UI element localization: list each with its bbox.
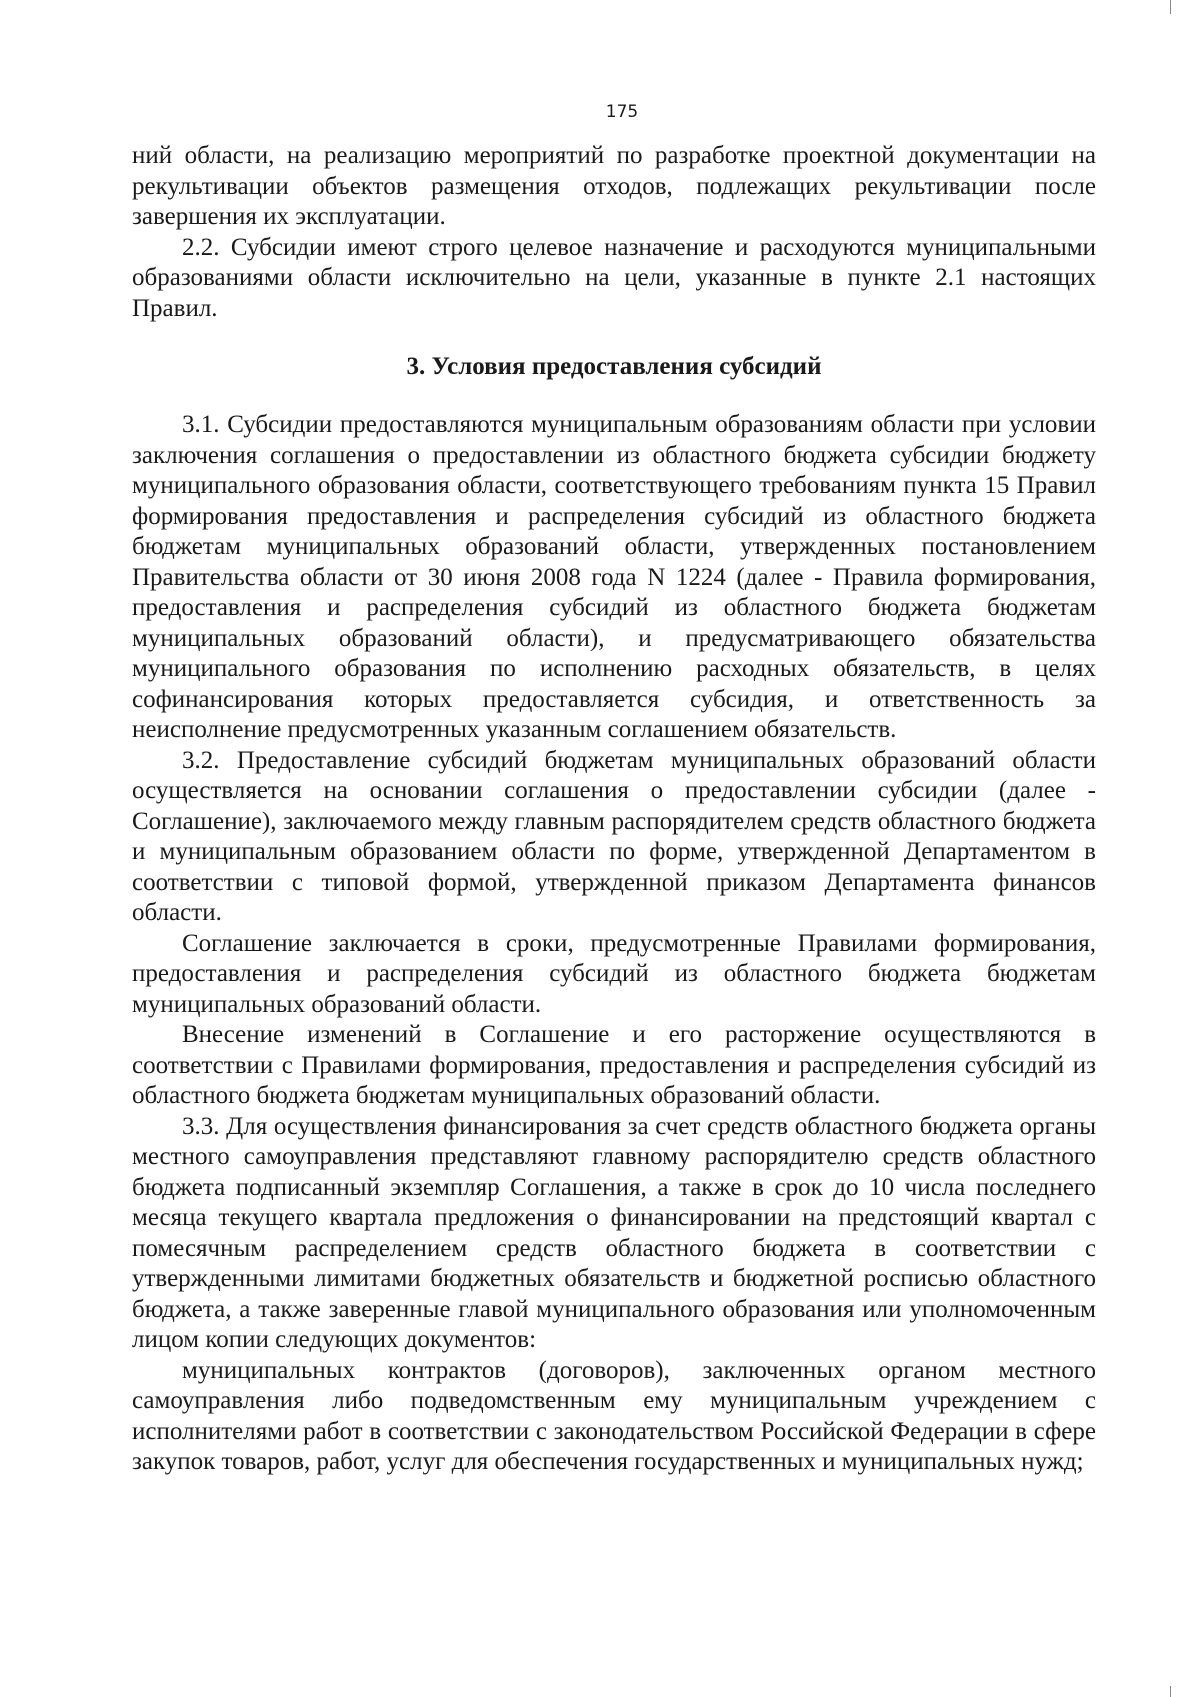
paragraph-contracts: муниципальных контрактов (договоров), заключенных органом местного самоуправления либо подведомственным ему муниципальным учреждением с исполнителями работ в соответствии с законодательством Российской Федерации в сфере закупок товаров, работ, услуг для обеспечения государственных и муниципальных нужд; [132,1356,1096,1475]
paragraph-continuation: ний области, на реализацию мероприятий по разработке проектной документации на рекультивации объектов размещения отходов, подлежащих рекультивации после завершения их эксплуатации. [132,142,1096,230]
paragraph-3-2: 3.2. Предоставление субсидий бюджетам муниципальных образований области осуществляется на основании соглашения о предоставлении субсидии (далее - Соглашение), заключаемого между главным распорядителем средств областного бюджета и муниципальным образованием области по форме, утвержденной Департаментом в соответствии с типовой формой, утвержденной приказом Департамента финансов области. [132,746,1096,926]
page-number: 175 [605,102,639,122]
paragraph-agreement-changes: Внесение изменений в Соглашение и его расторжение осуществляются в соответствии с Правилами формирования, предоставления и распределения субсидий из областного бюджета бюджетам муниципальных образований области. [132,1021,1096,1109]
paragraph-agreement-terms: Соглашение заключается в сроки, предусмотренные Правилами формирования, предоставления и распределения субсидий из областного бюджета бюджетам муниципальных образований области. [132,929,1096,1018]
scan-edge-mark-bottom [1170,1686,1171,1697]
section-heading: 3. Условия предоставления субсидий [406,353,822,380]
scan-edge-mark-top [1170,0,1171,14]
paragraph-3-1: 3.1. Субсидии предоставляются муниципальным образованиям области при условии заключения соглашения о предоставлении из областного бюджета субсидии бюджету муниципального образования области, соответствующего требованиям пункта 15 Правил формирования предоставления и распределения субсидий из областного бюджета бюджетам муниципальных образований области, утвержденных постановлением Правительства области от 30 июня 2008 года N 1224 (далее - Правила формирования, предоставления и распределения субсидий из областного бюджета бюджетам муниципальных образований области), и предусматривающего обязательства муниципального образования по исполнению расходных обязательств, в целях софинансирования которых предоставляется субсидия, и ответственность за неисполнение предусмотренных указанным соглашением обязательств. [132,411,1096,743]
paragraph-2-2: 2.2. Субсидии имеют строго целевое назначение и расходуются муниципальными образованиями области исключительно на цели, указанные в пункте 2.1 настоящих Правил. [132,233,1096,322]
paragraph-3-3: 3.3. Для осуществления финансирования за счет средств областного бюджета органы местного самоуправления представляют главному распорядителю средств областного бюджета подписанный экземпляр Соглашения, а также в срок до 10 числа последнего месяца текущего квартала предложения о финансировании на предстоящий квартал с помесячным распределением средств областного бюджета в соответствии с утвержденными лимитами бюджетных обязательств и бюджетной росписью областного бюджета, а также заверенные главой муниципального образования или уполномоченным лицом копии следующих документов: [132,1112,1096,1353]
document-body [132,141,1096,1478]
